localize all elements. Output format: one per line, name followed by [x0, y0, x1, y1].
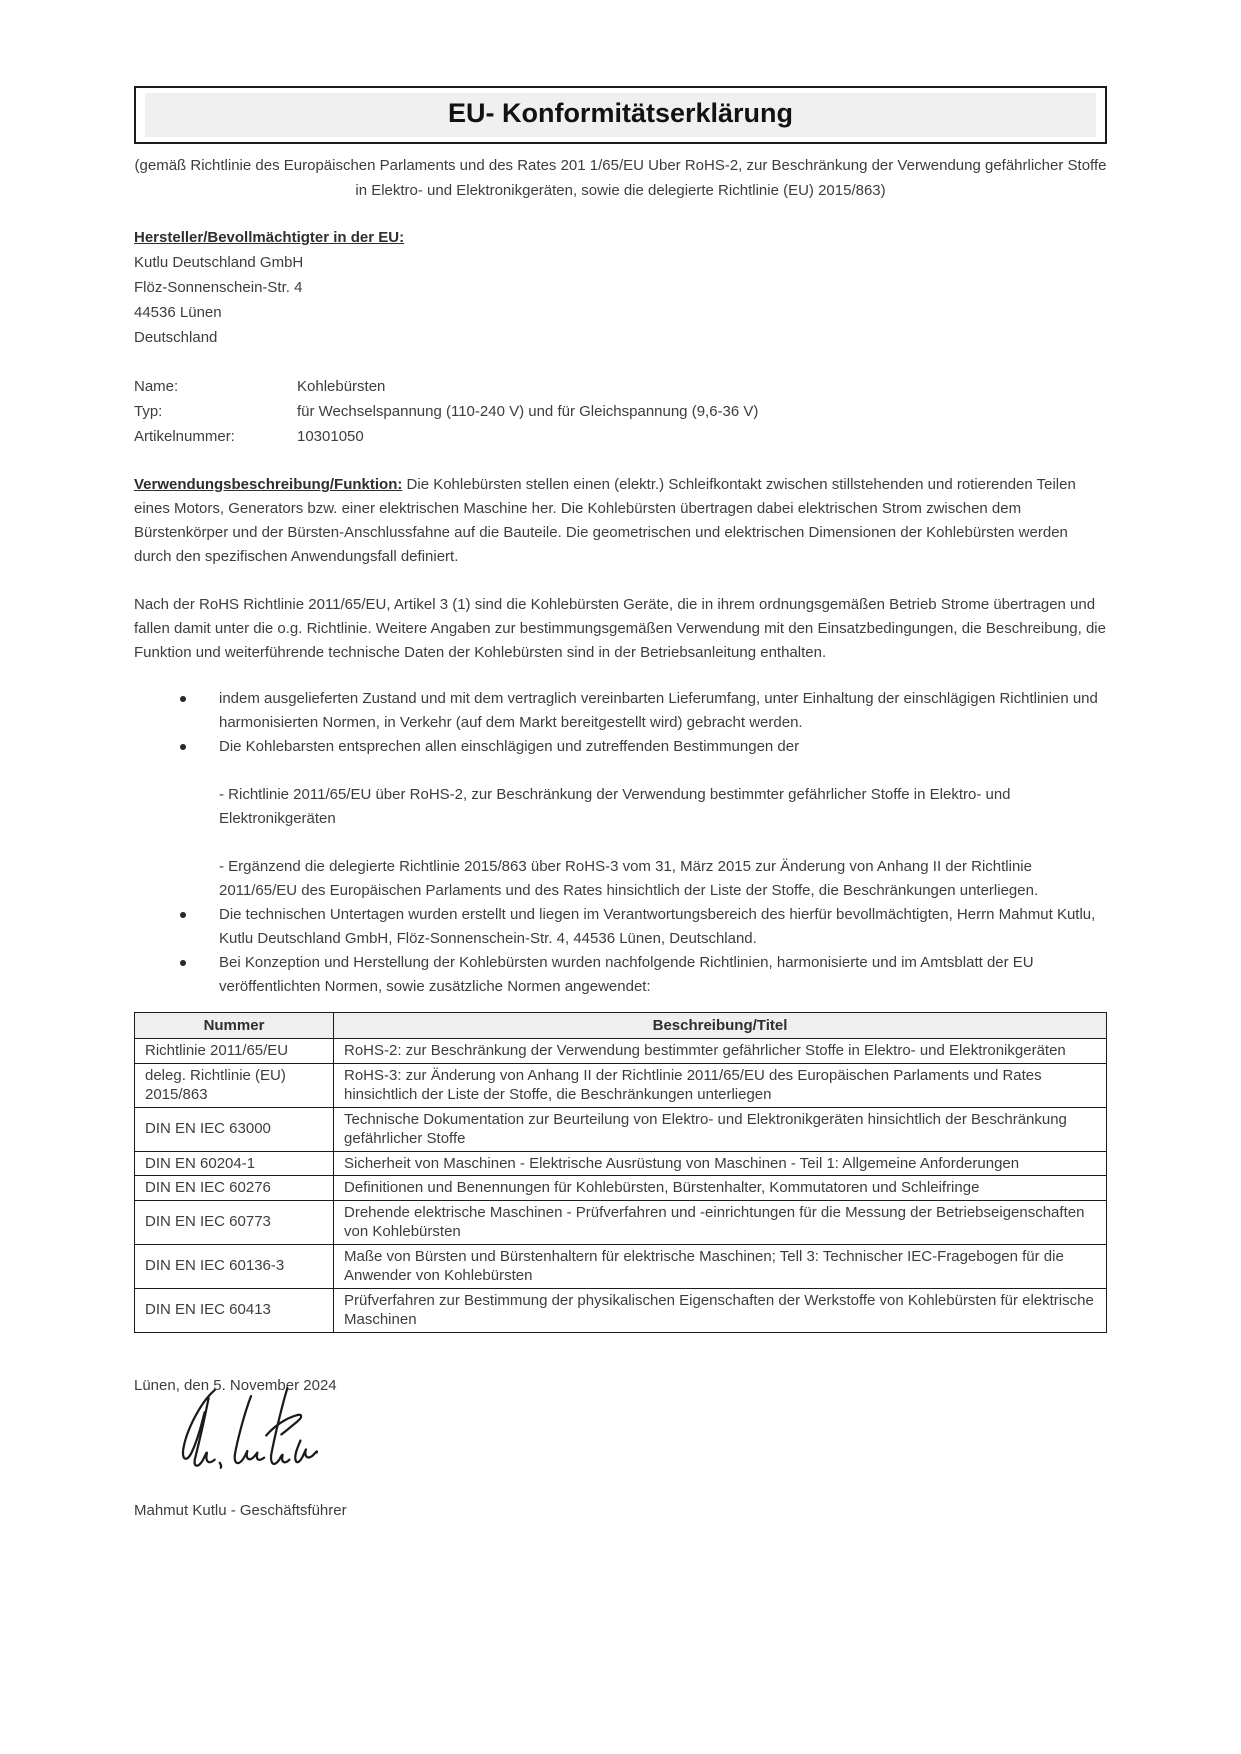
product-field-label: Artikelnummer: [134, 428, 235, 445]
manufacturer-section [134, 225, 1107, 350]
manufacturer-address-line: 44536 Lünen [134, 304, 222, 321]
table-cell-beschreibung: Definitionen und Benennungen für Kohlebürsten, Bürstenhalter, Kommutatoren und Schleifringe [334, 1176, 1107, 1201]
standards-table [134, 1012, 1107, 1333]
table-cell-beschreibung: RoHS-2: zur Beschränkung der Verwendung bestimmter gefährlicher Stoffe in Elektro- und Elektronikgeräten [334, 1039, 1107, 1064]
table-cell-beschreibung: Prüfverfahren zur Bestimmung der physikalischen Eigenschaften der Werkstoffe von Kohlebürsten für elektrische Maschinen [334, 1288, 1107, 1332]
table-row [135, 1039, 1107, 1064]
product-fields [134, 374, 1107, 449]
signature-icon [162, 1386, 334, 1492]
bullet-text: Bei Konzeption und Herstellung der Kohlebürsten wurden nachfolgende Richtlinien, harmonisierte und im Amtsblatt der EU veröffentlichten Normen, sowie zusätzliche Normen angewendet: [219, 954, 1034, 995]
bullet-sub-paragraph: - Ergänzend die delegierte Richtlinie 2015/863 über RoHS-3 vom 31, März 2015 zur Änderung von Anhang II der Richtlinie 2011/65/EU des Europäischen Parlaments und des Rates hinsichtlich der Liste der Stoffe, die Beschränkungen unterliegen. [219, 858, 1039, 899]
manufacturer-address-line: Flöz-Sonnenschein-Str. 4 [134, 279, 303, 296]
table-cell-beschreibung: Technische Dokumentation zur Beurteilung von Elektro- und Elektronikgeräten hinsichtlich der Beschränkung gefährlicher Stoffe [334, 1107, 1107, 1151]
bullet-text: Die technischen Untertagen wurden erstellt und liegen im Verantwortungsbereich des hierfür bevollmächtigten, Herrn Mahmut Kutlu, Kutlu Deutschland GmbH, Flöz-Sonnenschein-Str. 4, 44536 Lünen, Deutschland. [219, 906, 1096, 947]
page-title: EU- Konformitätserklärung [447, 98, 794, 128]
table-cell-nummer: DIN EN IEC 60413 [135, 1288, 334, 1332]
rohs-paragraph: Nach der RoHS Richtlinie 2011/65/EU, Artikel 3 (1) sind die Kohlebürsten Geräte, die in ihrem ordnungsgemäßen Betrieb Strome übertragen und fallen damit unter die o.g. Richtlinie. Weitere Angaben zur bestimmungsgemäßen Verwendung mit den Einsatzbedingungen, die Beschreibung, die Funktion und weiterführende technische Daten der Kohlebürsten sind in der Betriebsanleitung enthalten. [134, 596, 1106, 661]
bullet-item [219, 735, 1107, 903]
manufacturer-address-line: Kutlu Deutschland GmbH [134, 254, 304, 271]
signatory-line: Mahmut Kutlu - Geschäftsführer [134, 1501, 347, 1519]
date-line: Lünen, den 5. November 2024 [134, 1376, 337, 1394]
product-field-label: Typ: [134, 403, 163, 420]
table-cell-nummer: DIN EN IEC 60773 [135, 1200, 334, 1244]
table-cell-nummer: DIN EN IEC 60136-3 [135, 1244, 334, 1288]
table-cell-nummer: DIN EN IEC 60276 [135, 1176, 334, 1201]
table-cell-nummer: deleg. Richtlinie (EU) 2015/863 [135, 1063, 334, 1107]
bullet-item [219, 951, 1107, 999]
usage-paragraph [134, 473, 1107, 569]
table-header-nummer: Nummer [135, 1013, 334, 1039]
product-field-row [134, 424, 1107, 449]
table-cell-beschreibung: Sicherheit von Maschinen - Elektrische Ausrüstung von Maschinen - Teil 1: Allgemeine Anforderungen [334, 1151, 1107, 1176]
bullet-text: Die Kohlebarsten entsprechen allen einschlägigen und zutreffenden Bestimmungen der [219, 738, 800, 755]
table-row [135, 1063, 1107, 1107]
usage-text: Die Kohlebürsten stellen einen (elektr.) Schleifkontakt zwischen stillstehenden und rotierenden Teilen eines Motors, Generators bzw. einer elektrischen Maschine her. Die Kohlebürsten übertragen dabei elektrischen Strom zwischen dem Bürstenkörper und der Bürsten-Anschlussfahne auf die Bauteile. Die geometrischen und elektrischen Dimensionen der Kohlebürsten werden durch den spezifischen Anwendungsfall definiert. [134, 476, 1076, 565]
table-cell-nummer: Richtlinie 2011/65/EU [135, 1039, 334, 1064]
table-row [135, 1288, 1107, 1332]
bullet-item [219, 687, 1107, 735]
table-header-row [135, 1013, 1107, 1039]
table-row [135, 1244, 1107, 1288]
title-band [145, 93, 1096, 137]
table-cell-beschreibung: Maße von Bürsten und Bürstenhaltern für elektrische Maschinen; Tell 3: Technischer IEC-Fragebogen für die Anwender von Kohlebürsten [334, 1244, 1107, 1288]
manufacturer-address [134, 250, 1107, 350]
product-field-row [134, 399, 1107, 424]
bullet-item [219, 903, 1107, 951]
table-row [135, 1151, 1107, 1176]
manufacturer-address-line: Deutschland [134, 329, 218, 346]
product-field-row [134, 374, 1107, 399]
table-header-beschreibung: Beschreibung/Titel [334, 1013, 1107, 1039]
usage-label: Verwendungsbeschreibung/Funktion: [134, 476, 403, 493]
bullet-text: indem ausgelieferten Zustand und mit dem vertraglich vereinbarten Lieferumfang, unter Einhaltung der einschlägigen Richtlinien und harmonisierten Normen, in Verkehr (auf dem Markt bereitgestellt wird) gebracht werden. [219, 690, 1098, 731]
product-field-value: für Wechselspannung (110-240 V) und für Gleichspannung (9,6-36 V) [297, 403, 759, 420]
product-field-value: Kohlebürsten [297, 378, 386, 395]
bullet-sub-paragraph: - Richtlinie 2011/65/EU über RoHS-2, zur Beschränkung der Verwendung bestimmter gefährlicher Stoffe in Elektro- und Elektronikgeräten [219, 786, 1011, 827]
bullet-list [134, 687, 1107, 999]
table-row [135, 1176, 1107, 1201]
signature-block [134, 1373, 1107, 1523]
product-field-label: Name: [134, 378, 179, 395]
subtitle: (gemäß Richtlinie des Europäischen Parlaments und des Rates 201 1/65/EU Uber RoHS-2, zur Beschränkung der Verwendung gefährlicher Stoffe in Elektro- und Elektronikgeräten, sowie die delegierte Richtlinie (EU) 2015/863) [134, 157, 1107, 199]
table-cell-nummer: DIN EN 60204-1 [135, 1151, 334, 1176]
table-body [135, 1039, 1107, 1333]
table-cell-beschreibung: Drehende elektrische Maschinen - Prüfverfahren und -einrichtungen für die Messung der Betriebseigenschaften von Kohlebürsten [334, 1200, 1107, 1244]
table-cell-nummer: DIN EN IEC 63000 [135, 1107, 334, 1151]
table-cell-beschreibung: RoHS-3: zur Änderung von Anhang II der Richtlinie 2011/65/EU des Europäischen Parlaments und Rates hinsichtlich der Liste der Stoffe, die Beschränkungen unterliegen [334, 1063, 1107, 1107]
product-field-value: 10301050 [297, 428, 364, 445]
table-row [135, 1107, 1107, 1151]
title-box [134, 86, 1107, 144]
manufacturer-heading: Hersteller/Bevollmächtigter in der EU: [134, 229, 405, 246]
bullet-sub-list [219, 783, 1107, 903]
table-row [135, 1200, 1107, 1244]
